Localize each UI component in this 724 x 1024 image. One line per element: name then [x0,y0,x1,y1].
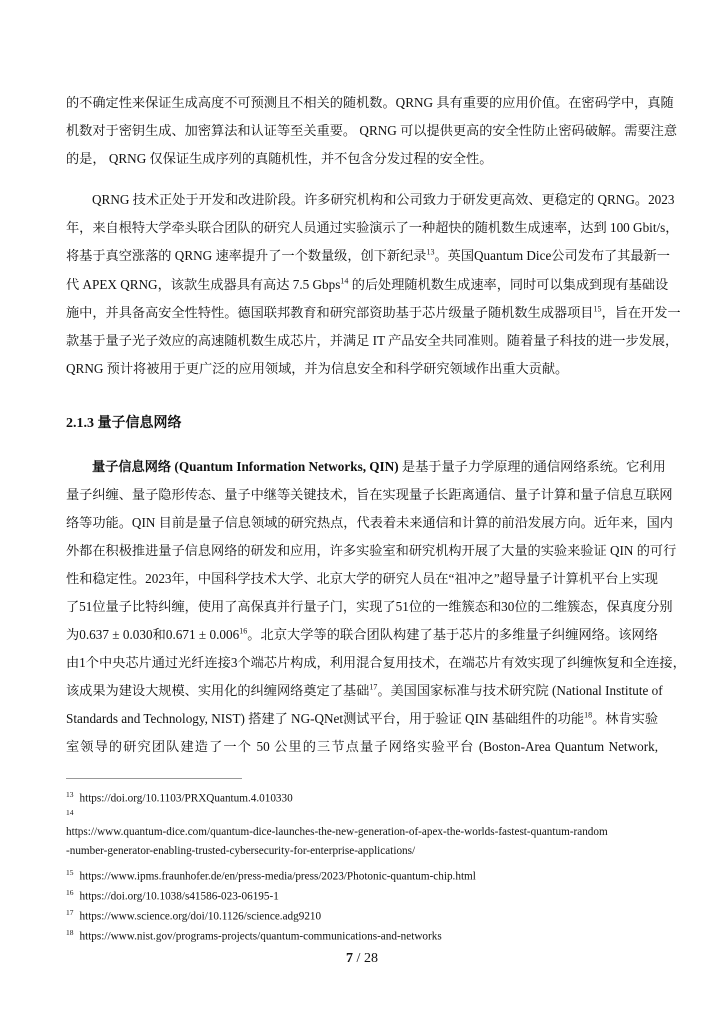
footnote-15 [66,866,476,884]
footnote-18 [66,926,442,944]
page-separator: / [353,951,364,966]
footnote-number: 16 [66,888,74,897]
body-text-line: 机数对于密钥生成、加密算法和认证等至关重要。 QRNG 可以提供更高的安全性防止密码破解。需要注意 [66,123,678,138]
section-heading: 2.1.3 量子信息网络 [66,416,182,431]
body-text-line: 外都在积极推进量子信息网络的研发和应用，许多实验室和研究机构开展了大量的实验来验证 QIN 的可行 [66,543,677,558]
footnote-link[interactable]: https://www.ipms.fraunhofer.de/en/press-media/press/2023/Photonic-quantum-chip.html [79,870,476,883]
footnote-ref[interactable]: 13 [426,247,435,257]
text: 代 APEX QRNG，该款生成器具有高达 7.5 Gbps [66,277,341,292]
body-text-line: 年，来自根特大学牵头联合团队的研究人员通过实验演示了一种超快的随机数生成速率，达到 100 Gbit/s， [66,220,679,235]
current-page: 7 [346,951,354,966]
footnote-divider [66,778,242,779]
body-text-line: 款基于量子光子效应的高速随机数生成芯片，并满足 IT 产品安全共同准则。随着量子科技的进一步发展， [66,333,679,348]
body-text-line: QRNG 技术正处于开发和改进阶段。许多研究机构和公司致力于研发更高效、更稳定的 QRNG。2023 [92,192,675,207]
footnote-number: 17 [66,908,74,917]
footnote-17 [66,906,321,924]
text: 将基于真空涨落的 QRNG 速率提升了一个数量级，创下新纪录 [66,248,427,263]
text: 。美国国家标准与技术研究院 (National Institute of [377,683,663,698]
footnote-number: 14 [66,808,74,817]
body-text-line: 的是， QRNG 仅保证生成序列的真随机性，并不包含分发过程的安全性。 [66,151,493,166]
footnote-number: 18 [66,928,74,937]
body-text-line: QRNG 预计将被用于更广泛的应用领域，并为信息安全和科学研究领域作出重大贡献。 [66,361,569,376]
total-pages: 28 [363,951,378,966]
footnote-ref[interactable]: 15 [593,304,602,314]
footnote-link[interactable]: https://doi.org/10.1038/s41586-023-06195-1 [79,890,279,903]
text: 该成果为建设大规模、实用化的纠缠网络奠定了基础 [66,683,370,698]
body-text-line [66,276,669,293]
footnote-number: 15 [66,868,74,877]
body-text-line: 络等功能。QIN 目前是量子信息领域的研究热点，代表着未来通信和计算的前沿发展方向。近年来，国内 [66,515,673,530]
body-text-line: 的不确定性来保证生成高度不可预测且不相关的随机数。QRNG 具有重要的应用价值。在密码学中，真随 [66,95,674,110]
body-text-line: 了51位量子比特纠缠，使用了高保真并行量子门，实现了51位的一维簇态和30位的二维簇态，保真度分别 [66,599,673,614]
body-text-line [66,627,658,643]
footnote-number: 13 [66,790,74,799]
text: 为0.637 ± 0.030和0.671 ± 0.006 [66,627,240,642]
footnote-link[interactable]: https://www.nist.gov/programs-projects/quantum-communications-and-networks [79,930,442,943]
page-number [0,951,724,967]
body-text-line: 室领导的研究团队建造了一个 50 公里的三节点量子网络实验平台 (Boston-Area Quantum Network, [66,739,658,754]
body-text-line: 量子纠缠、量子隐形传态、量子中继等关键技术，旨在实现量子长距离通信、量子计算和量子信息互联网 [66,487,673,502]
text: 是基于量子力学原理的通信网络系统。它利用 [398,459,666,474]
footnote-14 [66,806,80,824]
body-text-line [66,682,663,699]
text: Standards and Technology, NIST) 搭建了 NG-QNet测试平台，用于验证 QIN 基础组件的功能 [66,711,585,726]
footnote-ref[interactable]: 18 [584,710,593,720]
footnote-14-link-cont[interactable]: -number-generator-enabling-trusted-cybersecurity-for-enterprise-applications/ [66,845,416,857]
text: 。林肯实验 [592,711,659,726]
body-text-line: 由1个中央芯片通过光纤连接3个端芯片构成，利用混合复用技术，在端芯片有效实现了纠缠恢复和全连接， [66,655,686,670]
footnote-link[interactable]: https://www.science.org/doi/10.1126/science.adg9210 [79,910,322,923]
footnote-ref[interactable]: 14 [340,276,349,286]
text: 。北京大学等的联合团队构建了基于芯片的多维量子纠缠网络。该网络 [247,627,658,642]
body-text-line [66,711,658,727]
body-text-line [66,304,681,321]
body-text-line [92,459,666,475]
text: ，旨在开发一 [601,305,681,320]
footnote-14-link[interactable]: https://www.quantum-dice.com/quantum-dice-launches-the-new-generation-of-apex-the-worlds-fastest-quantum-random [66,826,608,838]
footnote-13 [66,788,293,806]
body-text-line [66,247,670,264]
text: 的后处理随机数生成速率，同时可以集成到现有基础设 [348,277,669,292]
footnote-16 [66,886,279,904]
text: 。英国Quantum Dice公司发布了其最新一 [434,248,670,263]
bold-term: 量子信息网络 (Quantum Information Networks, QIN) [92,459,399,474]
footnote-link[interactable]: https://doi.org/10.1103/PRXQuantum.4.010330 [79,792,293,805]
body-text-line: 性和稳定性。2023年，中国科学技术大学、北京大学的研究人员在“祖冲之”超导量子计算机平台上实现 [66,571,658,586]
text: 施中，并具备高安全性特性。德国联邦教育和研究部资助基于芯片级量子随机数生成器项目 [66,305,594,320]
footnote-ref[interactable]: 16 [239,626,248,636]
footnote-ref[interactable]: 17 [369,682,378,692]
